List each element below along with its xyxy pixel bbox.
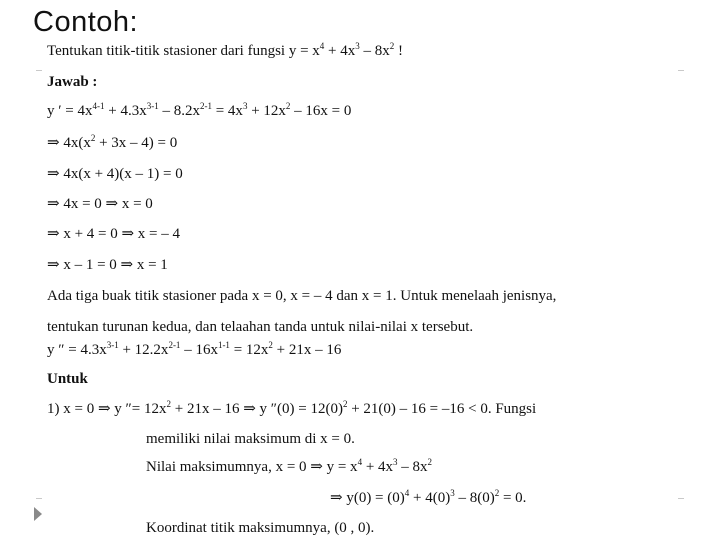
exponent: 4 bbox=[357, 457, 363, 467]
exponent: 1-1 bbox=[217, 340, 230, 350]
paragraph-line-2: tentukan turunan kedua, dan telaahan tanda untuk nilai-nilai x tersebut. bbox=[47, 319, 474, 335]
step-root-1: ⇒ 4x = 0 ⇒ x = 0 bbox=[47, 196, 153, 212]
exponent: 2-1 bbox=[168, 340, 181, 350]
exponent: 3 bbox=[393, 457, 398, 467]
step-root-3: ⇒ x – 1 = 0 ⇒ x = 1 bbox=[47, 257, 168, 273]
exponent: 3-1 bbox=[106, 340, 119, 350]
text-segment: + 4x bbox=[362, 459, 394, 475]
step-factor-2: ⇒ 4x(x + 4)(x – 1) = 0 bbox=[47, 166, 183, 182]
text-segment: – 8x bbox=[397, 459, 428, 475]
case-1-coordinate: Koordinat titik maksimumnya, (0 , 0). bbox=[146, 520, 375, 536]
case-1-max-value bbox=[146, 458, 432, 476]
text-segment: + 12x bbox=[247, 103, 286, 119]
exponent: 2 bbox=[427, 457, 433, 467]
text-segment: Nilai maksimumnya, x = 0 ⇒ y = x bbox=[146, 459, 358, 475]
text-segment: = 4x bbox=[211, 103, 243, 119]
text-segment: 1) x = 0 ⇒ y ″= 12x bbox=[47, 401, 167, 417]
exponent: 3 bbox=[242, 101, 248, 111]
text-segment: + 12.2x bbox=[118, 342, 169, 358]
step-root-2: ⇒ x + 4 = 0 ⇒ x = – 4 bbox=[47, 226, 181, 242]
exponent: 2-1 bbox=[199, 101, 212, 111]
exponent: 3 bbox=[355, 41, 360, 51]
text-segment: + 21x – 16 bbox=[272, 342, 342, 358]
text-segment: ! bbox=[394, 43, 404, 59]
text-segment: + 4.3x bbox=[104, 103, 147, 119]
exponent: 4-1 bbox=[92, 101, 105, 111]
text-segment: Tentukan titik-titik stasioner dari fungsi y = x bbox=[47, 43, 320, 59]
text-segment: – 16x bbox=[180, 342, 218, 358]
exponent: 4 bbox=[404, 488, 410, 498]
exponent: 2 bbox=[342, 399, 348, 409]
exponent: 2 bbox=[90, 133, 96, 143]
text-segment: – 8x bbox=[359, 43, 390, 59]
exponent: 2 bbox=[166, 399, 171, 409]
slide-title: Contoh: bbox=[33, 6, 139, 38]
text-segment: + 21x – 16 ⇒ y ″(0) = 12(0) bbox=[170, 401, 343, 417]
second-derivative bbox=[47, 341, 341, 359]
text-segment: y ″ = 4.3x bbox=[47, 342, 107, 358]
text-segment: = 0. bbox=[499, 490, 527, 506]
answer-heading: Jawab : bbox=[47, 74, 98, 90]
text-segment: + 3x – 4) = 0 bbox=[95, 135, 178, 151]
text-segment: – 16x = 0 bbox=[290, 103, 352, 119]
case-1-evaluation bbox=[330, 489, 526, 507]
case-1-conclusion: memiliki nilai maksimum di x = 0. bbox=[146, 431, 355, 447]
text-segment: ⇒ y(0) = (0) bbox=[330, 490, 405, 506]
step-factor-1 bbox=[47, 134, 177, 152]
exponent: 4 bbox=[319, 41, 325, 51]
exponent: 2 bbox=[268, 340, 273, 350]
exponent: 2 bbox=[494, 488, 500, 498]
problem-statement bbox=[47, 42, 403, 60]
exponent: 3-1 bbox=[146, 101, 159, 111]
exponent: 2 bbox=[389, 41, 395, 51]
text-segment: + 4x bbox=[324, 43, 356, 59]
case-1-test bbox=[47, 400, 536, 418]
paragraph-line-1: Ada tiga buak titik stasioner pada x = 0, x = – 4 dan x = 1. Untuk menelaah jenisnya, bbox=[47, 288, 557, 304]
exponent: 2 bbox=[285, 101, 291, 111]
text-segment: – 8.2x bbox=[158, 103, 200, 119]
first-derivative bbox=[47, 102, 351, 120]
for-heading: Untuk bbox=[47, 371, 88, 387]
text-segment: ⇒ 4x(x bbox=[47, 135, 91, 151]
text-segment: + 21(0) – 16 = –16 < 0. Fungsi bbox=[347, 401, 537, 417]
exponent: 3 bbox=[450, 488, 455, 498]
text-segment: – 8(0) bbox=[454, 490, 495, 506]
text-segment: + 4(0) bbox=[409, 490, 451, 506]
text-segment: y ′ = 4x bbox=[47, 103, 93, 119]
text-segment: = 12x bbox=[229, 342, 269, 358]
